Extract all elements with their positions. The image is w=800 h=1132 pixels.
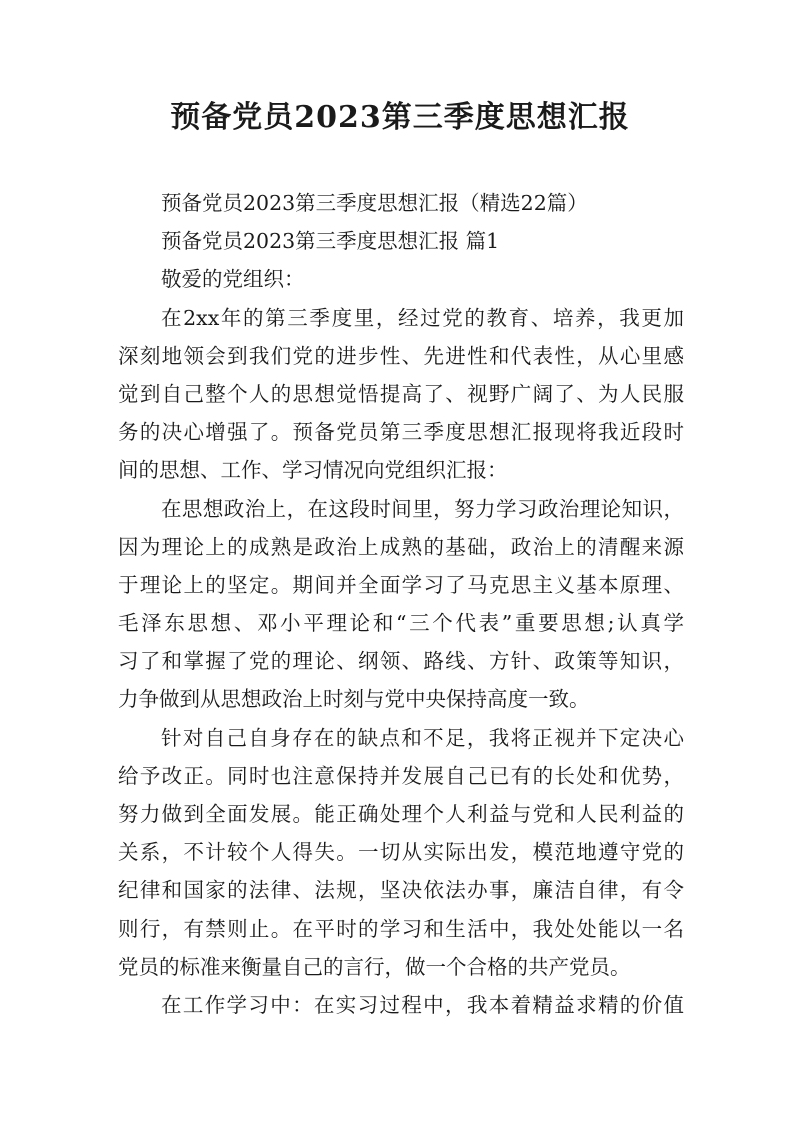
paragraph-line: 在工作学习中：在实习过程中，我本着精益求精的价值 [161, 992, 684, 1017]
paragraph-line: 力争做到从思想政治上时刻与党中央保持高度一致。 [118, 687, 590, 712]
paragraph-line: 习了和掌握了党的理论、纲领、路线、方针、政策等知识， [118, 649, 684, 674]
paragraph-line: 在思想政治上，在这段时间里，努力学习政治理论知识， [161, 496, 684, 521]
paragraph-line: 毛泽东思想、邓小平理论和“三个代表”重要思想;认真学 [118, 611, 684, 636]
paragraph-line: 针对自己自身存在的缺点和不足，我将正视并下定决心 [161, 725, 684, 750]
document-title: 预备党员2023第三季度思想汇报 [170, 100, 630, 135]
paragraph-line: 则行，有禁则止。在平时的学习和生活中，我处处能以一名 [118, 916, 684, 941]
paragraph-line: 努力做到全面发展。能正确处理个人利益与党和人民利益的 [118, 802, 684, 826]
paragraph-line: 纪律和国家的法律、法规，坚决依法办事，廉洁自律，有令 [118, 878, 684, 903]
paragraph-line: 因为理论上的成熟是政治上成熟的基础，政治上的清醒来源 [118, 534, 684, 559]
paragraph-line: 党员的标准来衡量自己的言行，做一个合格的共产党员。 [118, 954, 631, 979]
paragraph-line: 在2xx年的第三季度里，经过党的教育、培养，我更加 [161, 305, 684, 330]
paragraph-line: 给予改正。同时也注意保持并发展自己已有的长处和优势， [118, 763, 684, 788]
document-body [118, 184, 684, 1024]
salutation: 敬爱的党组织： [161, 267, 305, 292]
paragraph-line: 间的思想、工作、学习情况向党组织汇报： [118, 458, 508, 483]
paragraph-line: 觉到自己整个人的思想觉悟提高了、视野广阔了、为人民服 [118, 381, 684, 406]
paragraph-line: 深刻地领会到我们党的进步性、先进性和代表性，从心里感 [118, 343, 684, 368]
paragraph-line: 务的决心增强了。预备党员第三季度思想汇报现将我近段时 [118, 420, 684, 445]
section-heading: 预备党员2023第三季度思想汇报 篇1 [161, 229, 500, 254]
subtitle-line: 预备党员2023第三季度思想汇报（精选22篇） [161, 191, 588, 215]
paragraph-line: 于理论上的坚定。期间并全面学习了马克思主义基本原理、 [118, 572, 684, 597]
paragraph-line: 关系，不计较个人得失。一切从实际出发，模范地遵守党的 [118, 840, 684, 865]
